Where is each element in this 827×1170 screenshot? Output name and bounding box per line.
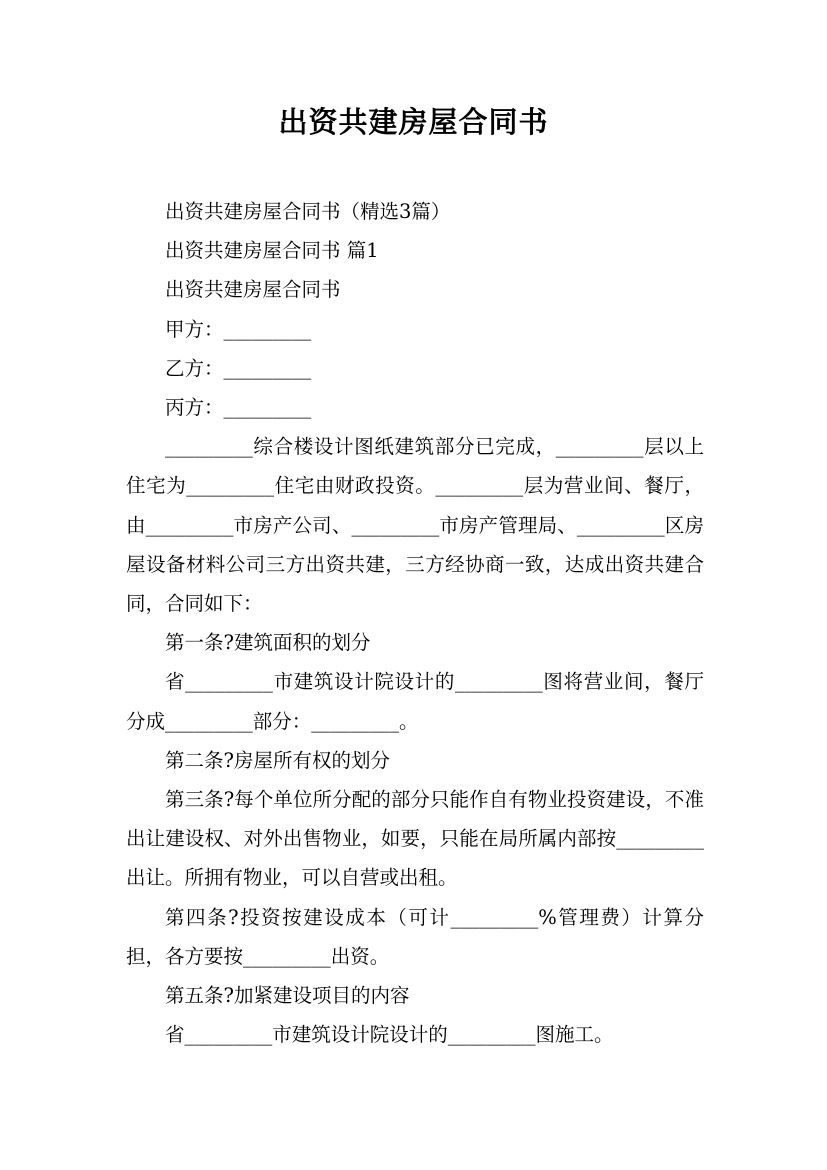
paragraph-article-1-title: 第一条?建筑面积的划分 — [165, 631, 371, 655]
paragraph-article-4: 第四条?投资按建设成本（可计_________%管理费）计算分担，各方要按_________出资。 — [126, 905, 704, 968]
paragraph-article-3: 第三条?每个单位所分配的部分只能作自有物业投资建设，不准出让建设权、对外出售物业，如要，只能在局所属内部按_________出让。所拥有物业，可以自营或出租。 — [126, 788, 704, 890]
paragraph-party-c: 丙方：_________ — [165, 396, 312, 420]
document-title: 出资共建房屋合同书 — [278, 105, 549, 139]
paragraph-contract-name: 出资共建房屋合同书 — [165, 278, 341, 302]
paragraph-article-5-body: 省_________市建筑设计院设计的_________图施工。 — [165, 1023, 614, 1047]
document-body — [126, 192, 704, 1054]
paragraph-party-b: 乙方：_________ — [165, 356, 312, 380]
paragraph-subtitle: 出资共建房屋合同书（精选3篇） — [165, 200, 451, 223]
paragraph-article-5-title: 第五条?加紧建设项目的内容 — [165, 984, 410, 1008]
paragraph-party-a: 甲方：_________ — [165, 317, 312, 341]
paragraph-section-heading: 出资共建房屋合同书 篇1 — [165, 239, 379, 263]
paragraph-article-1-body: 省_________市建筑设计院设计的_________图将营业间，餐厅分成_________部分：_________。 — [126, 670, 704, 733]
paragraph-preamble: _________综合楼设计图纸建筑部分已完成，_________层以上住宅为_________住宅由财政投资。_________层为营业间、餐厅，由_________市房产公司、_________市房产管理局、_________区房屋设备材料公司三方出资共建，三方经协商一致，达成出资共建合同，合同如下： — [126, 435, 704, 616]
paragraph-article-2-title: 第二条?房屋所有权的划分 — [165, 748, 390, 772]
